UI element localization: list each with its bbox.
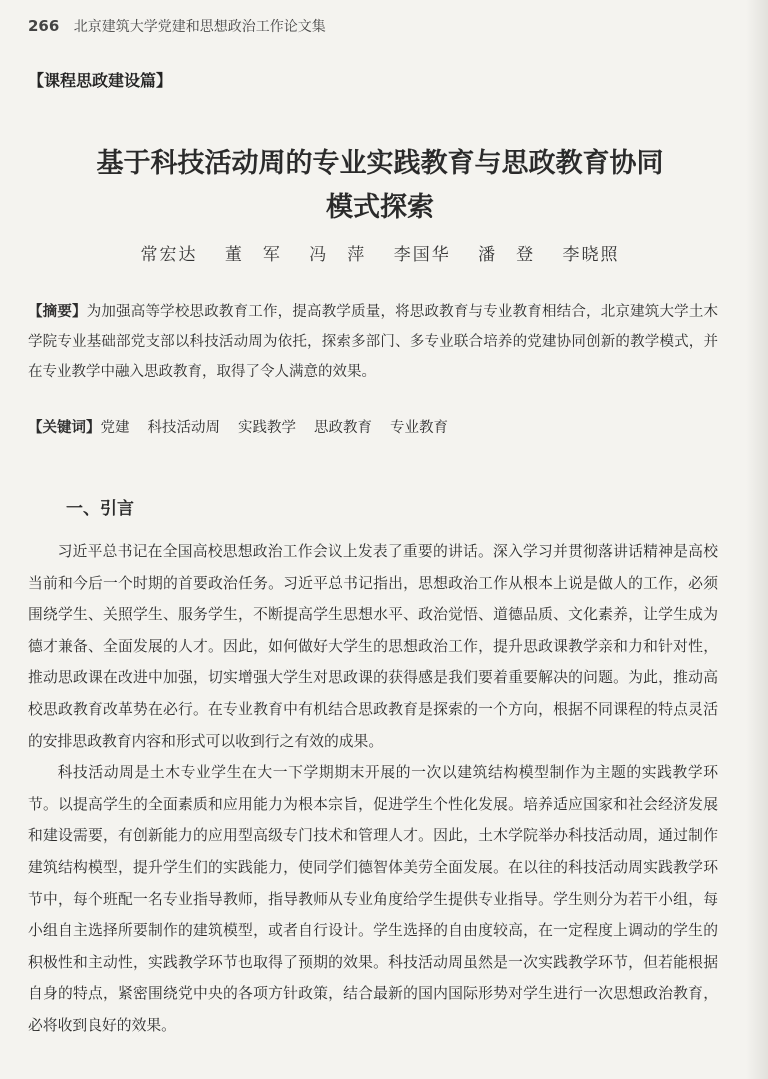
article-title xyxy=(40,142,720,230)
page-number: 266 xyxy=(28,17,60,35)
section-heading: 一、引言 xyxy=(66,499,134,519)
keyword: 专业教育 xyxy=(390,420,448,436)
abstract-text: 为加强高等学校思政教育工作，提高教学质量，将思政教育与专业教育相结合，北京建筑大学土木学院专业基础部党支部以科技活动周为依托，探索多部门、多专业联合培养的党建协同创新的教学模式，并在专业教学中融入思政教育，取得了令人满意的效果。 xyxy=(28,304,719,380)
author: 李国华 xyxy=(393,245,451,265)
body-paragraph: 习近平总书记在全国高校思想政治工作会议上发表了重要的讲话。深入学习并贯彻落讲话精神是高校当前和今后一个时期的首要政治任务。习近平总书记指出，思想政治工作从根本上说是做人的工作，必须围绕学生、关照学生、服务学生，不断提高学生思想水平、政治觉悟、道德品质、文化素养，让学生成为德才兼备、全面发展的人才。因此，如何做好大学生的思想政治工作，提升思政课教学亲和力和针对性，推动思政课在改进中加强，切实增强大学生对思政课的获得感是我们要着重要解决的问题。为此，推动高校思政教育改革势在必行。在专业教育中有机结合思政教育是探索的一个方向，根据不同课程的特点灵活的安排思政教育内容和形式可以收到行之有效的成果。 xyxy=(28,543,718,750)
article-title-line-2: 模式探索 xyxy=(326,192,434,223)
body-paragraph: 科技活动周是土木专业学生在大一下学期期末开展的一次以建筑结构模型制作为主题的实践教学环节。以提高学生的全面素质和应用能力为根本宗旨，促进学生个性化发展。培养适应国家和社会经济发展和建设需要，有创新能力的应用型高级专门技术和管理人才。因此，土木学院举办科技活动周，通过制作建筑结构模型，提升学生们的实践能力，使同学们德智体美劳全面发展。在以往的科技活动周实践教学环节中，每个班配一名专业指导教师，指导教师从专业角度给学生提供专业指导。学生则分为若干小组，每小组自主选择所要制作的建筑模型，或者自行设计。学生选择的自由度较高，在一定程度上调动的学生的积极性和主动性，实践教学环节也取得了预期的效果。科技活动周虽然是一次实践教学环节，但若能根据自身的特点，紧密围绕党中央的各项方针政策，结合最新的国内国际形势对学生进行一次思想政治教育，必将收到良好的效果。 xyxy=(28,764,718,1034)
keyword: 思政教育 xyxy=(314,420,372,436)
book-title: 北京建筑大学党建和思想政治工作论文集 xyxy=(73,19,326,35)
author: 常宏达 xyxy=(140,245,198,265)
author: 李晓照 xyxy=(562,245,620,265)
article-title-line-1: 基于科技活动周的专业实践教育与思政教育协同 xyxy=(96,148,664,179)
keywords xyxy=(28,414,718,442)
keywords-label: 【关键词】 xyxy=(28,420,101,436)
abstract-label: 【摘要】 xyxy=(28,304,87,320)
keyword: 实践教学 xyxy=(238,420,296,436)
running-header xyxy=(28,16,326,36)
page-spine-shadow xyxy=(746,0,768,1079)
author: 董 军 xyxy=(224,245,282,265)
author: 冯 萍 xyxy=(309,245,367,265)
author: 潘 登 xyxy=(478,245,536,265)
abstract xyxy=(28,297,718,387)
author-list xyxy=(40,240,720,265)
section-body xyxy=(28,536,718,1042)
keyword: 党建 xyxy=(100,420,130,436)
section-tag: 【课程思政建设篇】 xyxy=(28,71,173,90)
keyword: 科技活动周 xyxy=(147,420,220,436)
